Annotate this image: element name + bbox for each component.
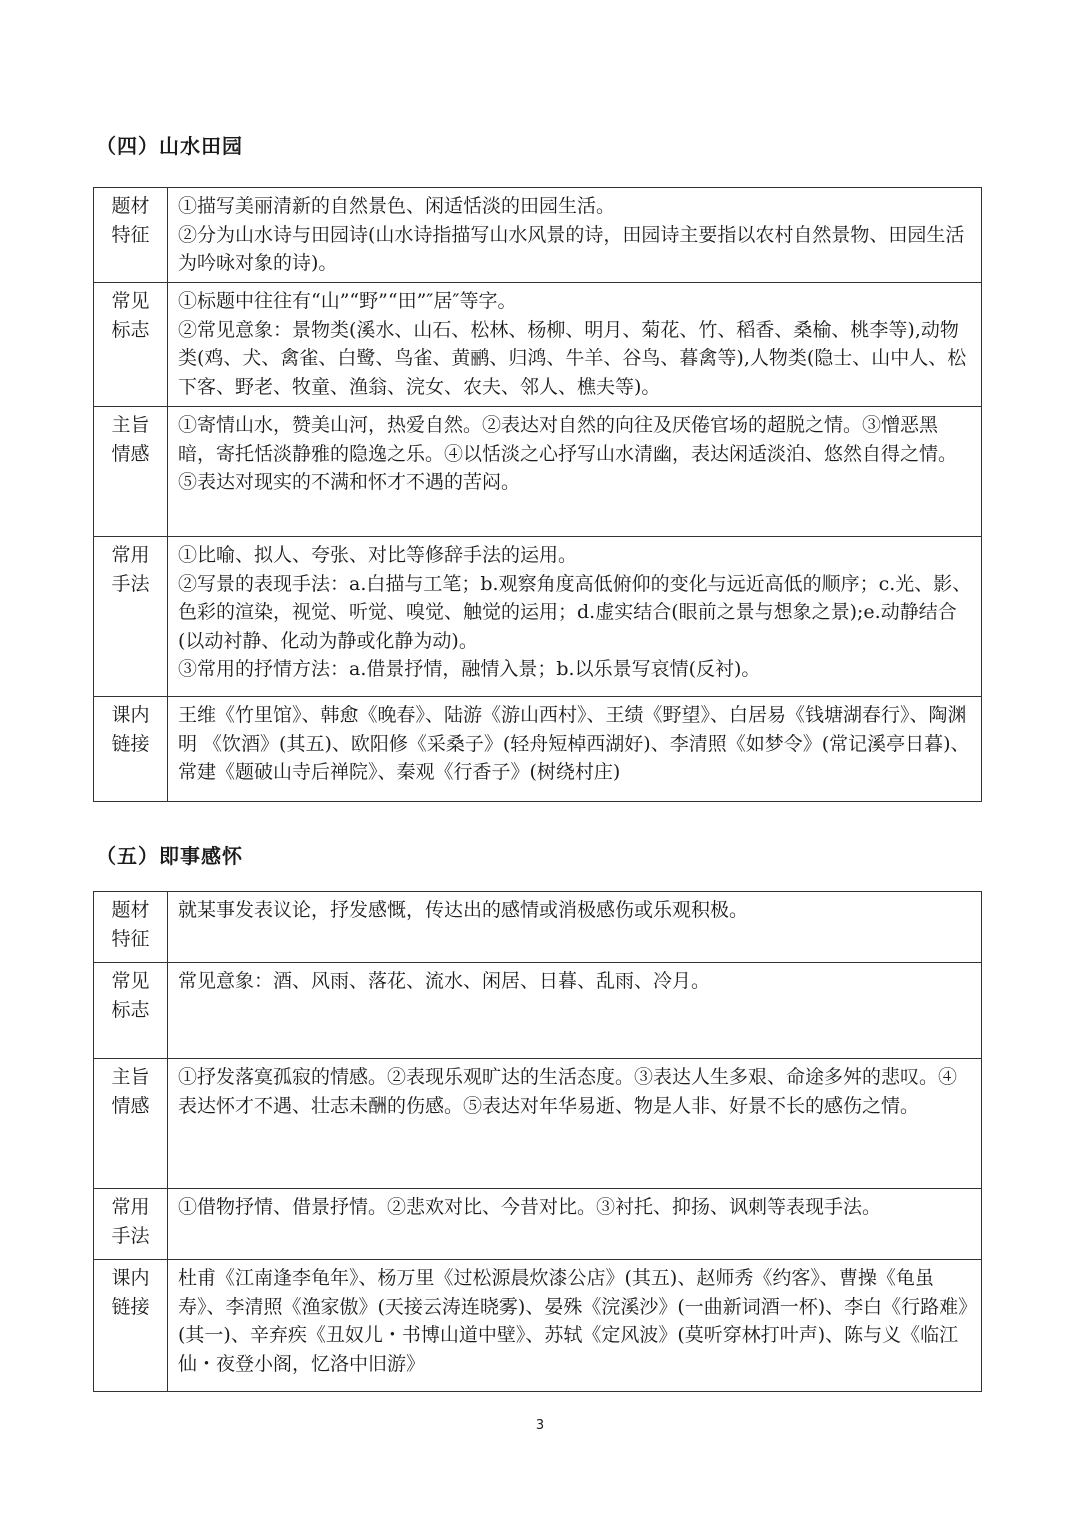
table-row (94, 1260, 982, 1392)
table-row (94, 283, 982, 407)
row-content: 就某事发表议论，抒发感慨，传达出的感情或消极感伤或乐观积极。 (168, 892, 982, 963)
page-number: 3 (535, 1418, 545, 1433)
landscape-pastoral-table (93, 187, 982, 802)
row-content: ①借物抒情、借景抒情。②悲欢对比、今昔对比。③衬托、抑扬、讽刺等表现手法。 (168, 1189, 982, 1260)
table-row (94, 407, 982, 537)
row-label: 课内 链接 (94, 697, 168, 802)
row-label: 题材 特征 (94, 188, 168, 283)
row-label: 题材 特征 (94, 892, 168, 963)
row-label: 主旨 情感 (94, 407, 168, 537)
row-content: ①标题中往往有“山”“野”“田”″居″等字。 ②常见意象：景物类(溪水、山石、松林、杨柳、明月、菊花、竹、稻香、桑榆、桃李等),动物类(鸡、犬、禽雀、白鹭、鸟雀、黄鹂、归鸿、牛羊、谷鸟、暮禽等),人物类(隐士、山中人、松下客、野老、牧童、渔翁、浣女、农夫、邻人、樵夫等)。 (168, 283, 982, 407)
table-row (94, 1189, 982, 1260)
row-content: ①比喻、拟人、夸张、对比等修辞手法的运用。 ②写景的表现手法：a.白描与工笔；b.观察角度高低俯仰的变化与远近高低的顺序；c.光、影、色彩的渲染，视觉、听觉、嗅觉、触觉的运用；d.虚实结合(眼前之景与想象之景);e.动静结合(以动衬静、化动为静或化静为动)。 ③常用的抒情方法：a.借景抒情，融情入景；b.以乐景写哀情(反衬)。 (168, 537, 982, 697)
table-row (94, 1059, 982, 1189)
section-title-landscape: （四）山水田园 (96, 134, 243, 158)
table-row (94, 892, 982, 963)
table-row (94, 697, 982, 802)
table-row (94, 537, 982, 697)
section-title-reflection: （五）即事感怀 (96, 844, 243, 868)
row-label: 常见 标志 (94, 963, 168, 1059)
row-label: 课内 链接 (94, 1260, 168, 1392)
table-row (94, 963, 982, 1059)
row-content: ①抒发落寞孤寂的情感。②表现乐观旷达的生活态度。③表达人生多艰、命途多舛的悲叹。④表达怀才不遇、壮志未酬的伤感。⑤表达对年华易逝、物是人非、好景不长的感伤之情。 (168, 1059, 982, 1189)
row-content: 杜甫《江南逢李龟年》、杨万里《过松源晨炊漆公店》(其五)、赵师秀《约客》、曹操《龟虽寿》、李清照《渔家傲》(天接云涛连晓雾)、晏殊《浣溪沙》(一曲新词酒一杯)、李白《行路难》(其一)、辛弃疾《丑奴儿・书博山道中壁》、苏轼《定风波》(莫听穿林打叶声)、陈与义《临江仙・夜登小阁，忆洛中旧游》 (168, 1260, 982, 1392)
row-label: 常见 标志 (94, 283, 168, 407)
row-content: ①寄情山水，赞美山河，热爱自然。②表达对自然的向往及厌倦官场的超脱之情。③憎恶黑暗，寄托恬淡静雅的隐逸之乐。④以恬淡之心抒写山水清幽，表达闲适淡泊、悠然自得之情。⑤表达对现实的不满和怀才不遇的苦闷。 (168, 407, 982, 537)
row-content: ①描写美丽清新的自然景色、闲适恬淡的田园生活。 ②分为山水诗与田园诗(山水诗指描写山水风景的诗，田园诗主要指以农村自然景物、田园生活为吟咏对象的诗)。 (168, 188, 982, 283)
row-label: 主旨 情感 (94, 1059, 168, 1189)
row-content: 王维《竹里馆》、韩愈《晚春》、陆游《游山西村》、王绩《野望》、白居易《钱塘湖春行》、陶渊明 《饮酒》(其五)、欧阳修《采桑子》(轻舟短棹西湖好)、李清照《如梦令》(常记溪亭日暮)、常建《题破山寺后禅院》、秦观《行香子》(树绕村庄) (168, 697, 982, 802)
row-content: 常见意象：酒、风雨、落花、流水、闲居、日暮、乱雨、冷月。 (168, 963, 982, 1059)
row-label: 常用 手法 (94, 1189, 168, 1260)
event-reflection-table (93, 891, 982, 1392)
row-label: 常用 手法 (94, 537, 168, 697)
table-row (94, 188, 982, 283)
